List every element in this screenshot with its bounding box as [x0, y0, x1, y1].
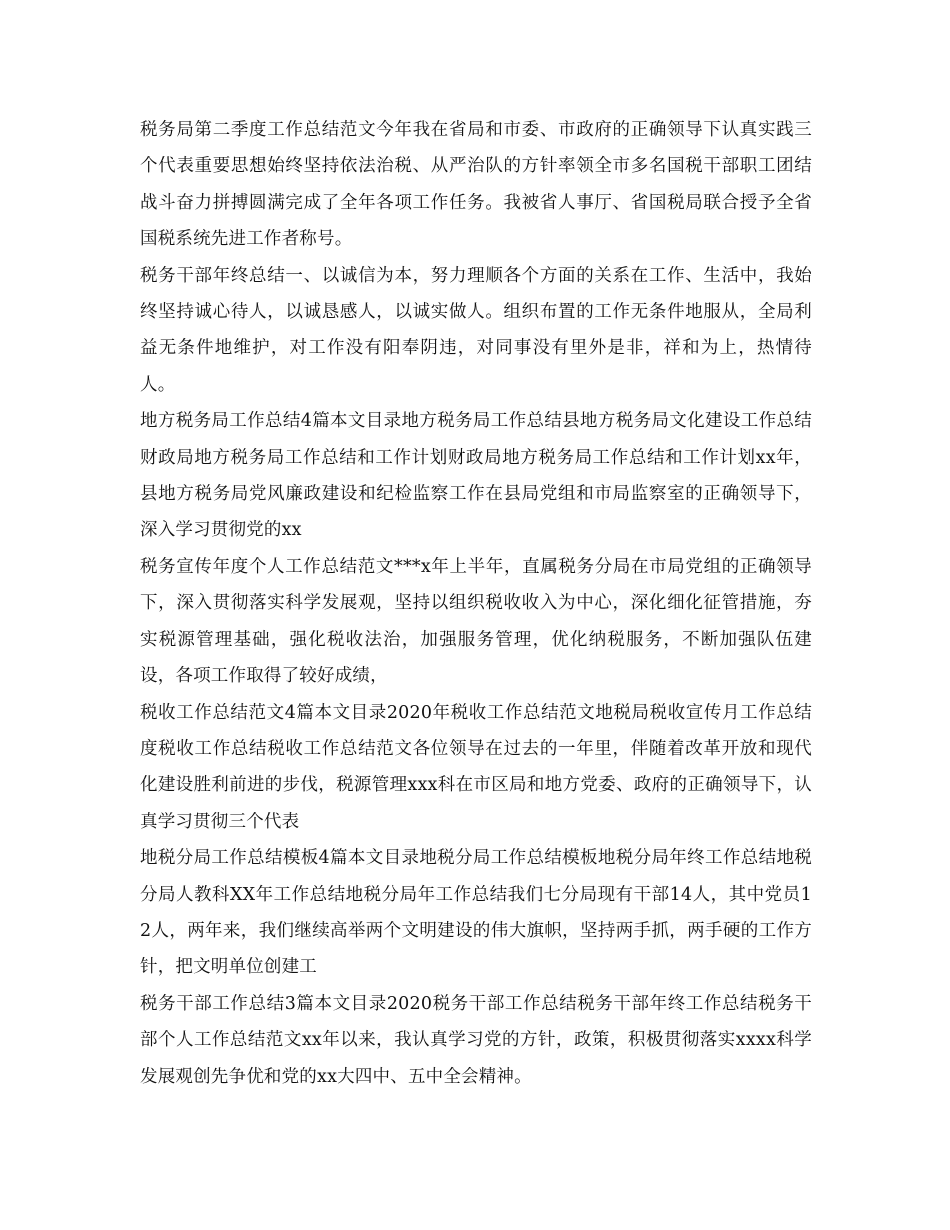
paragraph-year-end-summary: 税务干部年终总结一、以诚信为本，努力理顺各个方面的关系在工作、生活中，我始终坚持诚心待人，以诚恳感人，以诚实做人。组织布置的工作无条件地服从，全局利益无条件地维护，对工作没有阳奉阴违，对同事没有里外是非，祥和为上，热情待人。 — [140, 265, 812, 395]
paragraph-q2-summary: 税务局第二季度工作总结范文今年我在省局和市委、市政府的正确领导下认真实践三个代表重要思想始终坚持依法治税、从严治队的方针率领全市多名国税干部职工团结战斗奋力拼搏圆满完成了全年各项工作任务。我被省人事厅、省国税局联合授予全省国税系统先进工作者称号。 — [140, 120, 812, 250]
paragraph-tax-publicity: 税务宣传年度个人工作总结范文***x年上半年，直属税务分局在市局党组的正确领导下，深入贯彻落实科学发展观，坚持以组织税收收入为中心，深化细化征管措施，夯实税源管理基础，强化税收法治，加强服务管理，优化纳税服务，不断加强队伍建设，各项工作取得了较好成绩， — [140, 556, 812, 687]
document-body — [140, 112, 812, 1095]
paragraph-local-tax-branch: 地税分局工作总结模板4篇本文目录地税分局工作总结模板地税分局年终工作总结地税分局人教科XX年工作总结地税分局年工作总结我们七分局现有干部14人，其中党员12人，两年来，我们继续高举两个文明建设的伟大旗帜，坚持两手抓，两手硬的工作方针，把文明单位创建工 — [140, 848, 812, 978]
paragraph-local-tax-bureau: 地方税务局工作总结4篇本文目录地方税务局工作总结县地方税务局文化建设工作总结财政局地方税务局工作总结和工作计划财政局地方税务局工作总结和工作计划xx年，县地方税务局党风廉政建设和纪检监察工作在县局党组和市局监察室的正确领导下，深入学习贯彻党的xx — [140, 411, 812, 541]
paragraph-tax-work-summary: 税收工作总结范文4篇本文目录2020年税收工作总结范文地税局税收宣传月工作总结度税收工作总结税收工作总结范文各位领导在过去的一年里，伴随着改革开放和现代化建设胜利前进的步伐，税源管理xxx科在市区局和地方党委、政府的正确领导下，认真学习贯彻三个代表 — [140, 702, 812, 832]
paragraph-tax-cadre-summary: 税务干部工作总结3篇本文目录2020税务干部工作总结税务干部年终工作总结税务干部个人工作总结范文xx年以来，我认真学习党的方针，政策，积极贯彻落实xxxx科学发展观创先争优和党的xx大四中、五中全会精神。 — [140, 993, 812, 1087]
